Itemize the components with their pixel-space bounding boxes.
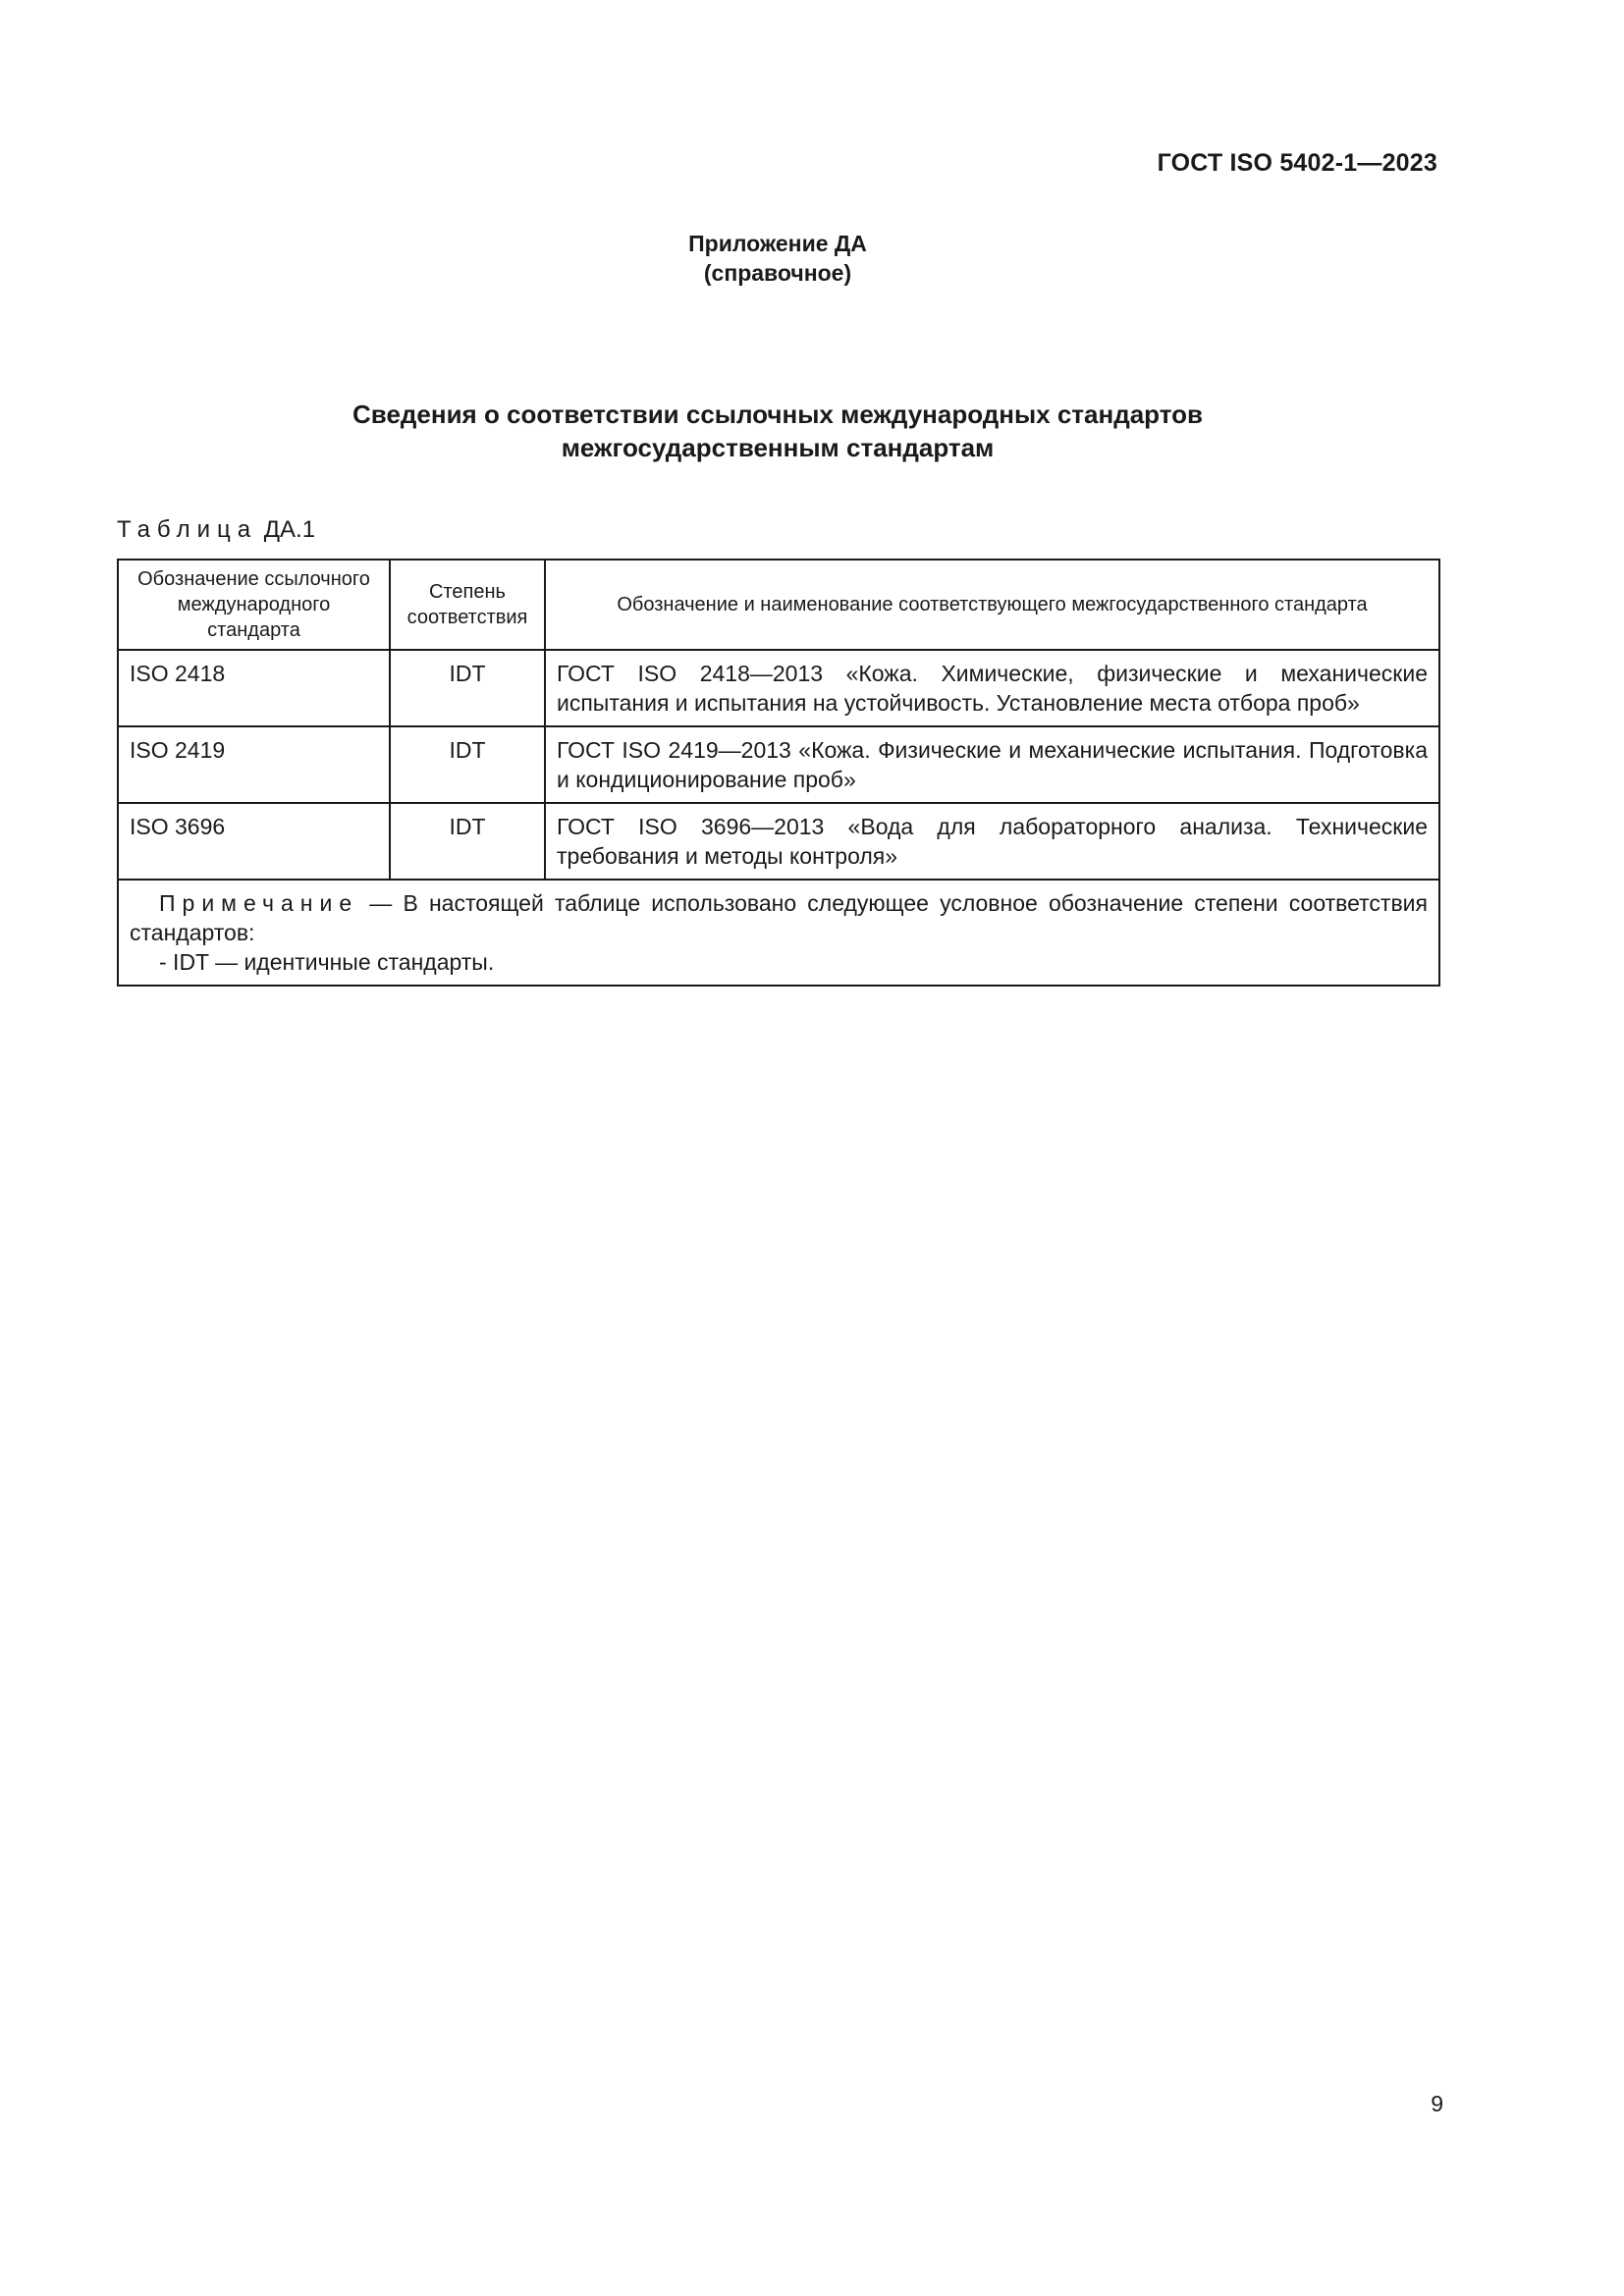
page-number: 9 xyxy=(1431,2091,1443,2116)
document-code: ГОСТ ISO 5402-1—2023 xyxy=(1157,149,1437,177)
table-note-row xyxy=(118,880,1439,986)
table-caption-label: Таблица xyxy=(117,516,258,543)
table-header-row xyxy=(118,560,1439,650)
table-caption-number: ДА.1 xyxy=(263,516,316,543)
table-row xyxy=(118,726,1439,803)
cell-national-standard: ГОСТ ISO 2419—2013 «Кожа. Физические и механические испытания. Подготовка и кондиционирование проб» xyxy=(545,726,1439,803)
cell-standard: ISO 3696 xyxy=(118,803,390,880)
note-paragraph xyxy=(130,888,1428,947)
appendix-heading xyxy=(118,229,1437,288)
section-title-line-1: Сведения о соответствии ссылочных международных стандартов xyxy=(352,400,1203,429)
cell-degree: IDT xyxy=(390,803,545,880)
table-row xyxy=(118,650,1439,726)
section-title-line-2: межгосударственным стандартам xyxy=(561,433,995,462)
cell-degree: IDT xyxy=(390,726,545,803)
table-caption xyxy=(117,516,315,544)
cell-national-standard: ГОСТ ISO 2418—2013 «Кожа. Химические, физические и механические испытания и испытания на устойчивость. Установление места отбора проб» xyxy=(545,650,1439,726)
cell-standard: ISO 2419 xyxy=(118,726,390,803)
header-international-standard: Обозначение ссылочного международного стандарта xyxy=(118,560,390,650)
table-note xyxy=(118,880,1439,986)
header-degree-of-correspondence: Степень соответствия xyxy=(390,560,545,650)
note-item: - IDT — идентичные стандарты. xyxy=(159,949,495,975)
cell-degree: IDT xyxy=(390,650,545,726)
cell-standard: ISO 2418 xyxy=(118,650,390,726)
section-title xyxy=(118,398,1437,464)
note-label: Примечание xyxy=(159,890,359,916)
reference-standards-table xyxy=(117,559,1440,987)
note-text: — В настоящей таблице использовано следующее условное обозначение степени соответствия стандартов: xyxy=(130,890,1428,945)
appendix-subtitle: (справочное) xyxy=(703,260,852,286)
table-row xyxy=(118,803,1439,880)
header-interstate-standard: Обозначение и наименование соответствующего межгосударственного стандарта xyxy=(545,560,1439,650)
cell-national-standard: ГОСТ ISO 3696—2013 «Вода для лабораторного анализа. Технические требования и методы контроля» xyxy=(545,803,1439,880)
appendix-title: Приложение ДА xyxy=(688,231,867,256)
